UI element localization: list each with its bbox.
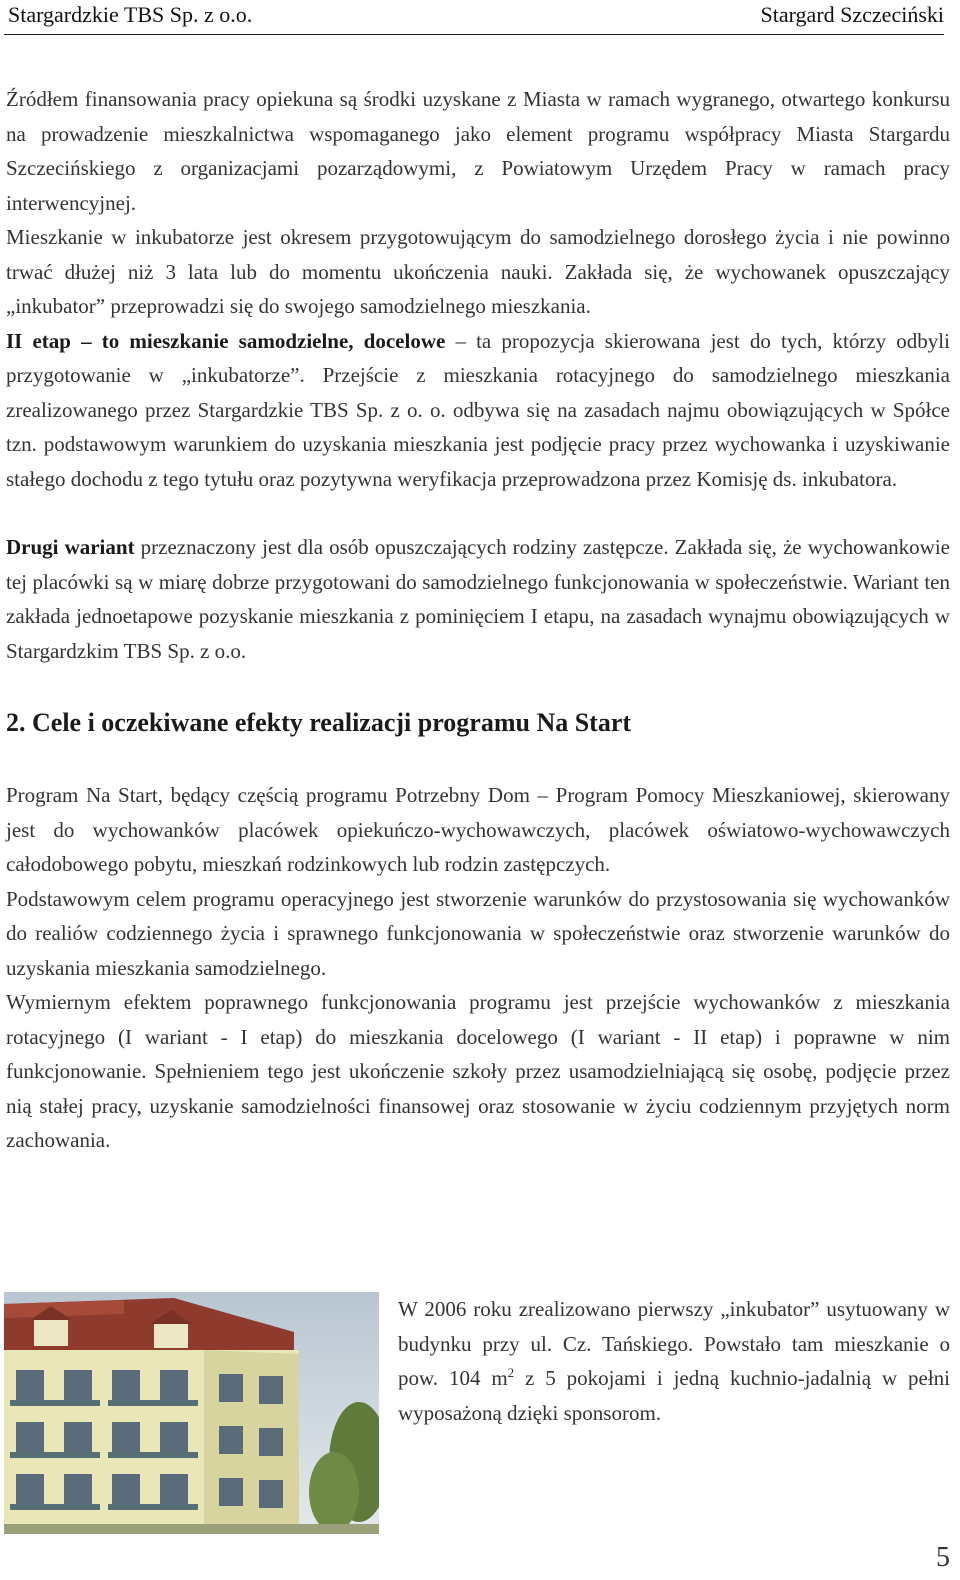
document-body (6, 82, 950, 1158)
inkubator-text-part2: z 5 pokojami i jedną kuchnio-jadalnią w pełni wyposażoną dzięki sponsorom. (398, 1366, 950, 1425)
page-number: 5 (936, 1542, 950, 1573)
paragraph-incubator: Mieszkanie w inkubatorze jest okresem przygotowującym do samodzielnego dorosłego życia i nie powinno trwać dłużej niż 3 lata lub do momentu ukończenia nauki. Zakłada się, że wychowanek opuszczający „inkubator” przeprowadzi się do swojego samodzielnego mieszkania. (6, 225, 950, 318)
second-variant-title: Drugi wariant (6, 535, 135, 559)
paragraph-financing: Źródłem finansowania pracy opiekuna są środki uzyskane z Miasta w ramach wygranego, otwartego konkursu na prowadzenie mieszkalnictwa wspomaganego jako element programu współpracy Miasta Stargardu Szczecińskiego z organizacjami pozarządowymi, z Powiatowym Urzędem Pracy w ramach pracy interwencyjnej. (6, 87, 950, 215)
paragraph-inkubator-2006 (398, 1292, 950, 1430)
paragraph-goal: Podstawowym celem programu operacyjnego jest stworzenie warunków do przystosowania się wychowanków do realiów codziennego życia i sprawnego funkcjonowania w społeczeństwie oraz stworzenie warunków do uzyskania mieszkania samodzielnego. (6, 886, 950, 980)
inkubator-description (398, 1292, 950, 1430)
building-photo (4, 1292, 379, 1534)
paragraph-second-variant (6, 530, 950, 668)
paragraph-program: Program Na Start, będący częścią programu Potrzebny Dom – Program Pomocy Mieszkaniowej, skierowany jest do wychowanków placówek opiekuńczo-wychowawczych, placówek oświatowo-wychowawczych całodobowego pobytu, mieszkań rodzinkowych lub rodzin zastępczych. (6, 783, 950, 876)
superscript-squared: 2 (507, 1365, 515, 1380)
section-heading: 2. Cele i oczekiwane efekty realizacji programu Na Start (6, 708, 632, 737)
second-variant-text: przeznaczony jest dla osób opuszczających rodziny zastępcze. Zakłada się, że wychowankowie tej placówki są w miarę dobrze przygotowani do samodzielnego funkcjonowania w społeczeństwie. Wariant ten zakłada jednoetapowe pozyskanie mieszkania z pominięciem I etapu, na zasadach wynajmu obowiązujących w Stargardzkim TBS Sp. z o.o. (6, 535, 950, 663)
header-company: Stargardzkie TBS Sp. z o.o. (8, 2, 253, 27)
stage-two-text: – ta propozycja skierowana jest do tych, którzy odbyli przygotowanie w „inkubatorze”. Przejście z mieszkania rotacyjnego do samodzielnego mieszkania zrealizowanego przez Stargardzkie TBS Sp. z o. o. odbywa się na zasadach najmu obowiązujących w Spółce tzn. podstawowym warunkiem do uzyskania mieszkania jest podjęcie pracy przez wychowanka i uzyskiwanie stałego dochodu z tego tytułu oraz pozytywna weryfikacja przeprowadzona przez Komisję ds. inkubatora. (6, 328, 950, 491)
stage-two-title: II etap – to mieszkanie samodzielne, docelowe (6, 328, 446, 353)
paragraph-stage-two (6, 324, 950, 497)
building-illustration (4, 1292, 379, 1534)
bottom-section (4, 1292, 950, 1542)
paragraph-effect: Wymiernym efektem poprawnego funkcjonowania programu jest przejście wychowanków z mieszkania rotacyjnego (I wariant - I etap) do mieszkania docelowego (I wariant - II etap) i poprawne w nim funkcjonowanie. Spełnieniem tego jest ukończenie szkoły przez usamodzielniającą się osobę, podjęcie przez nią stałej pracy, uzyskanie samodzielności finansowej oraz stosowanie w życiu codziennym przyjętych norm zachowania. (6, 990, 950, 1152)
inkubator-text-part1: W 2006 roku zrealizowano pierwszy „inkubator” usytuowany w budynku przy ul. Cz. Tańskiego. Powstało tam mieszkanie o pow. 104 m (398, 1297, 950, 1390)
header-city: Stargard Szczeciński (760, 2, 944, 27)
page-header (4, 0, 944, 35)
